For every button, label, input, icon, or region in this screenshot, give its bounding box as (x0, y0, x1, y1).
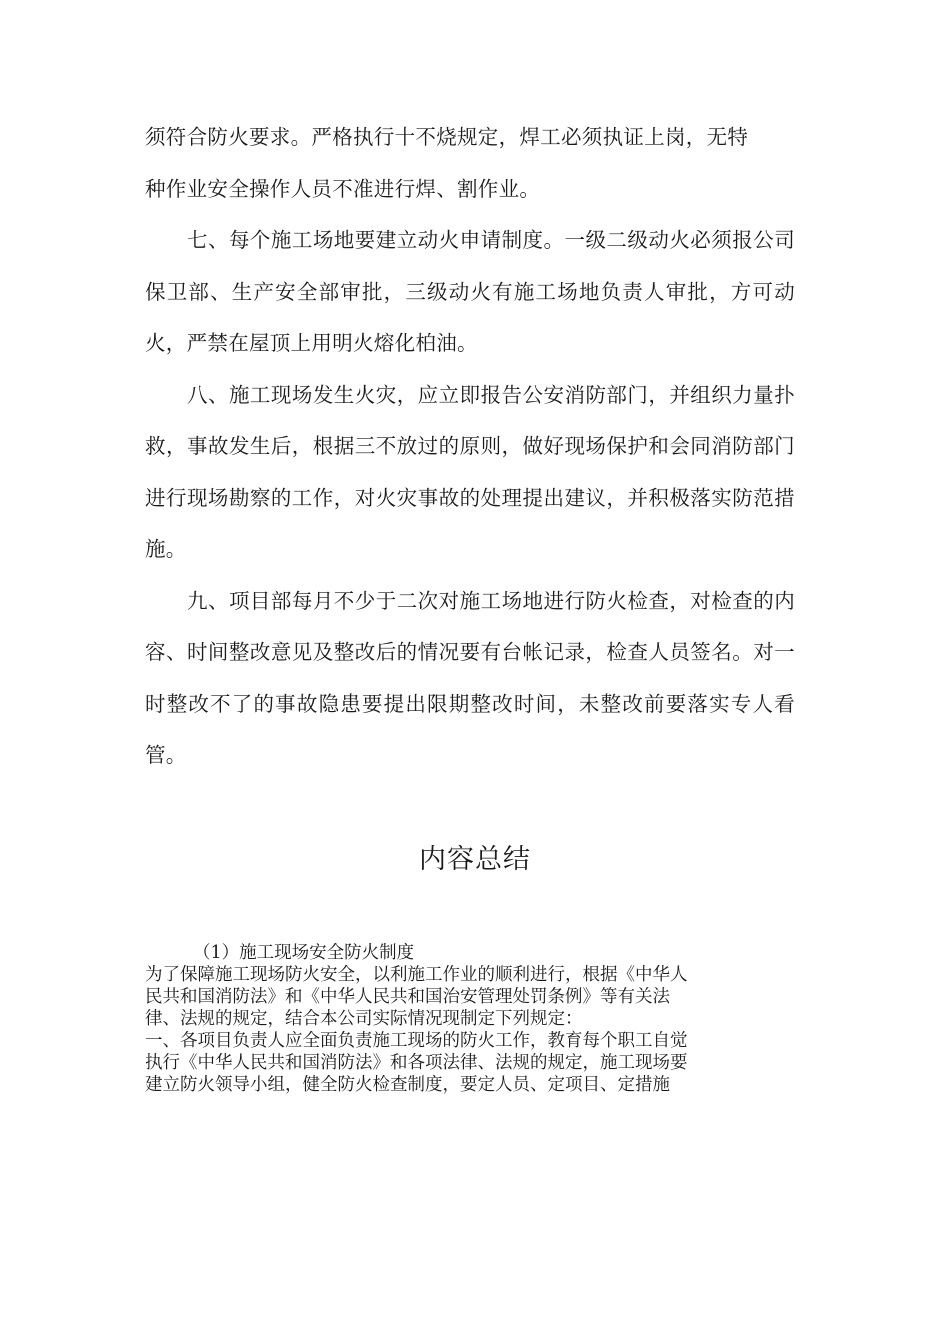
main-body-text (145, 112, 795, 782)
summary-subtitle: （1）施工现场安全防火制度 (193, 943, 415, 963)
summary-line: 民共和国消防法》和《中华人民共和国治安管理处罚条例》等有关法 (145, 987, 670, 1007)
summary-title: 内容总结 (419, 844, 531, 875)
paragraph-9: 九、项目部每月不少于二次对施工场地进行防火检查，对检查的内容、时间整改意见及整改后的情况要有台帐记录，检查人员签名。对一时整改不了的事故隐患要提出限期整改时间，未整改前要落实专人看管。 (145, 588, 795, 767)
paragraph-7: 七、每个施工场地要建立动火申请制度。一级二级动火必须报公司保卫部、生产安全部审批，三级动火有施工场地负责人审批，方可动火，严禁在屋顶上用明火熔化柏油。 (145, 228, 795, 355)
paragraph-continued-line-2: 种作业安全操作人员不准进行焊、割作业。 (145, 176, 541, 201)
summary-line: 一、各项目负责人应全面负责施工现场的防火工作，教育每个职工自觉 (145, 1031, 688, 1051)
paragraph-8: 八、施工现场发生火灾，应立即报告公安消防部门，并组织力量扑救，事故发生后，根据三不放过的原则，做好现场保护和会同消防部门进行现场勘察的工作，对火灾事故的处理提出建议，并积极落实防范措施。 (145, 382, 795, 561)
paragraph-continued (145, 112, 795, 215)
summary-line: 建立防火领导小组，健全防火检查制度，要定人员、定项目、定措施 (145, 1075, 670, 1095)
summary-line: 律、法规的规定，结合本公司实际情况现制定下列规定： (145, 1009, 583, 1029)
summary-section (145, 942, 795, 1096)
paragraph-continued-line-1: 须符合防火要求。严格执行十不烧规定，焊工必须执证上岗，无特 (145, 125, 749, 149)
summary-line: 执行《中华人民共和国消防法》和各项法律、法规的规定，施工现场要 (145, 1053, 688, 1073)
summary-line: 为了保障施工现场防火安全，以利施工作业的顺利进行，根据《中华人 (145, 965, 688, 985)
